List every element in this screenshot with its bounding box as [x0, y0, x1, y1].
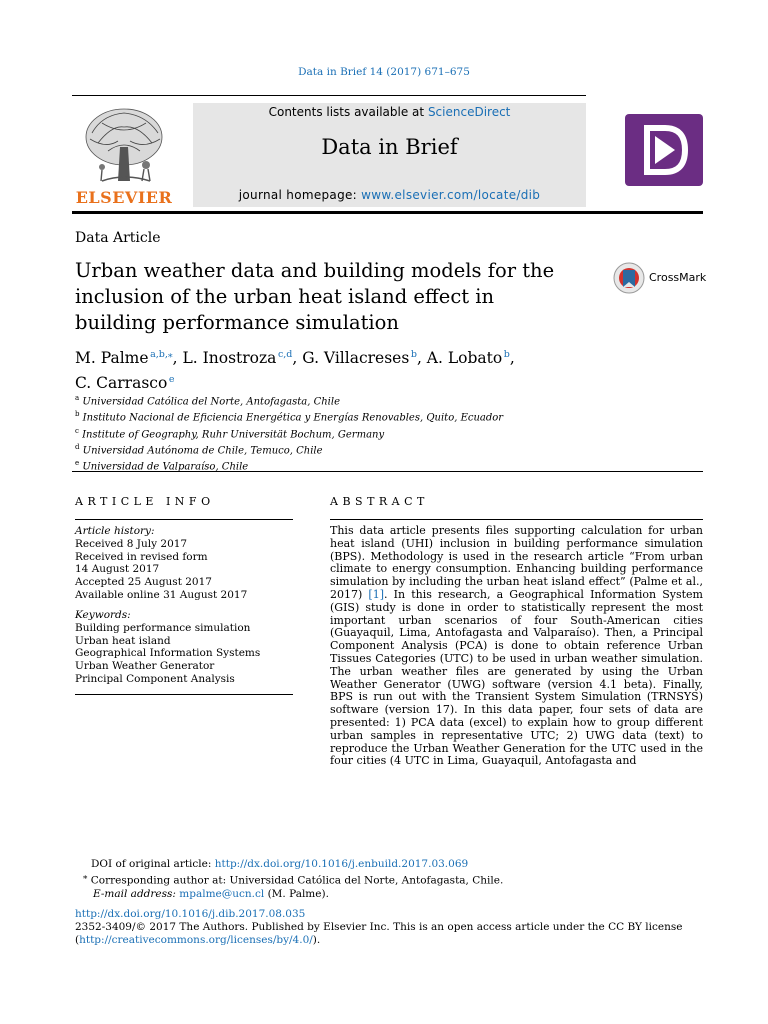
- journal-title: Data in Brief: [321, 135, 458, 159]
- affiliation-mark: c: [75, 426, 79, 435]
- affiliation-text: Universidad de Valparaíso, Chile: [82, 461, 249, 473]
- crossmark-badge[interactable]: [612, 262, 707, 294]
- article-info-bottom-rule: [75, 694, 293, 695]
- journal-masthead: [193, 103, 586, 207]
- contents-line: [193, 105, 586, 119]
- corresponding-text: Corresponding author at: Universidad Católica del Norte, Antofagasta, Chile.: [87, 874, 504, 887]
- license-open: (: [75, 934, 80, 946]
- affiliation-text: Universidad Autónoma de Chile, Temuco, Chile: [82, 445, 323, 457]
- history-item: Received in revised form: [75, 550, 208, 563]
- affiliation-mark: d: [75, 442, 80, 451]
- sciencedirect-link[interactable]: ScienceDirect: [427, 105, 511, 119]
- footnotes: [75, 858, 503, 901]
- homepage-link[interactable]: www.elsevier.com/locate/dib: [361, 188, 541, 202]
- article-doi-link[interactable]: http://dx.doi.org/10.1016/j.dib.2017.08.035: [75, 908, 306, 920]
- history-item: Accepted 25 August 2017: [75, 576, 212, 589]
- keyword: Geographical Information Systems: [75, 647, 261, 660]
- keywords-label: Keywords:: [75, 609, 131, 621]
- elsevier-tree-icon: [72, 103, 176, 187]
- author-affiliation-mark[interactable]: b: [503, 349, 510, 360]
- affiliation-text: Universidad Católica del Norte, Antofagasta, Chile: [82, 396, 340, 408]
- abstract-body: [330, 525, 703, 768]
- author-name: G. Villacreses: [302, 349, 410, 368]
- email-suffix: (M. Palme).: [264, 887, 329, 900]
- email-link[interactable]: mpalme@ucn.cl: [179, 887, 265, 900]
- affiliation: [75, 408, 503, 424]
- affiliation-mark: b: [75, 410, 80, 419]
- keyword: Building performance simulation: [75, 621, 251, 634]
- history-item: 14 August 2017: [75, 563, 160, 576]
- author-affiliation-mark[interactable]: c,d: [277, 349, 293, 360]
- license-link[interactable]: http://creativecommons.org/licenses/by/4.0/: [79, 934, 313, 946]
- history-item: Available online 31 August 2017: [75, 588, 248, 601]
- journal-cover-logo[interactable]: [625, 114, 703, 186]
- elsevier-wordmark: ELSEVIER: [75, 188, 173, 207]
- abstract-text-part: This data article presents files supporting calculation for urban heat island (UHI) inclusion in building performance simulation (BPS). Methodology is used in the research article “From urban climate to energy consumption. Enhancing building performance simulation by including the urban heat island effect” (Palme et al., 2017): [330, 524, 703, 601]
- history-label: Article history:: [75, 525, 155, 537]
- journal-reference[interactable]: Data in Brief 14 (2017) 671–675: [298, 66, 470, 78]
- author-affiliation-mark[interactable]: b: [410, 349, 417, 360]
- article-info-heading: ARTICLE INFO: [75, 495, 215, 508]
- data-in-brief-icon: [625, 114, 703, 186]
- corresponding-star[interactable]: ⁎: [167, 349, 173, 360]
- keywords: [75, 609, 260, 686]
- homepage-prefix: journal homepage:: [238, 188, 362, 202]
- affiliation-mark: a: [75, 394, 80, 402]
- history-item: Received 8 July 2017: [75, 537, 188, 550]
- reference-link[interactable]: [1]: [368, 587, 385, 601]
- author-list: M. Palme $^{a,b,⁎}$, L. Inostroza $^{c,d}$, G. Villacreses $^b$, A. Lobato $^b$, C. Carrasco $^e$: [75, 349, 515, 393]
- elsevier-logo: [72, 103, 176, 207]
- corresponding-footnote: [75, 871, 503, 888]
- article-history: [75, 525, 247, 602]
- author-affiliation-mark[interactable]: a,b,: [150, 349, 168, 360]
- crossmark-label: CrossMark: [649, 271, 707, 284]
- article-title: Urban weather data and building models for the inclusion of the urban heat island effect in building performance simulation: [75, 259, 555, 334]
- doi-license-block: [75, 908, 705, 947]
- affiliation-mark: e: [75, 459, 80, 468]
- affiliation: [75, 425, 503, 441]
- abstract-text-part: . In this research, a Geographical Information System (GIS) study is done in order to statistically represent the most important urban scenarios of four South-American cities (Guayaquil, Lima, Antofagasta and Valparaíso). Then, a Principal Component Analysis (PCA) is done to obtain reference Urban Tissues Categories (UTC) to be used in urban weather simulation. The urban weather files are generated by using the Urban Weather Generator (UWG) software (version 4.1 beta). Finally, BPS is run out with the Transient System Simulation (TRNSYS) software (version 17). In this data paper, four sets of data are presented: 1) PCA data (excel) to explain how to group different urban samples in representative UTC; 2) UWG data (text) to reproduce the Urban Weather Generation for the UTC used in the four cities (4 UTC in Lima, Guayaquil, Antofagasta and: [330, 587, 703, 768]
- license-close: ).: [312, 934, 321, 946]
- article-info-rule: [75, 519, 293, 520]
- author-name: C. Carrasco: [75, 374, 168, 393]
- keyword: Principal Component Analysis: [75, 672, 235, 685]
- affiliation-text: Instituto Nacional de Eficiencia Energética y Energías Renovables, Quito, Ecuador: [82, 412, 504, 424]
- author-name: A. Lobato: [426, 349, 503, 368]
- header-rule: [72, 95, 586, 96]
- affiliation-list: [75, 392, 503, 474]
- original-doi-link[interactable]: http://dx.doi.org/10.1016/j.enbuild.2017.03.069: [214, 858, 469, 870]
- author-name: L. Inostroza: [182, 349, 277, 368]
- email-label: E-mail address:: [93, 887, 180, 900]
- header-thick-rule: [72, 211, 703, 214]
- corresponding-star-mark: ⁎: [83, 872, 88, 882]
- author-affiliation-mark[interactable]: e: [168, 374, 175, 386]
- affiliation: [75, 441, 503, 457]
- keyword: Urban Weather Generator: [75, 660, 215, 673]
- email-footnote: [75, 888, 503, 901]
- doi-original-footnote: [75, 858, 503, 871]
- license-text: 2352-3409/© 2017 The Authors. Published by Elsevier Inc. This is an open access article under the CC BY license: [75, 921, 683, 933]
- abstract-rule: [330, 519, 703, 520]
- section-rule: [72, 471, 703, 472]
- abstract-heading: ABSTRACT: [330, 495, 429, 508]
- author-name: M. Palme: [75, 349, 149, 368]
- doi-label: DOI of original article:: [91, 858, 215, 870]
- license-line: [75, 934, 705, 947]
- keyword: Urban heat island: [75, 634, 171, 647]
- contents-prefix: Contents lists available at: [268, 105, 428, 119]
- homepage-line: [193, 188, 586, 202]
- affiliation: [75, 392, 503, 408]
- affiliation-text: Institute of Geography, Ruhr Universität Bochum, Germany: [82, 428, 385, 440]
- article-type: Data Article: [75, 230, 161, 246]
- crossmark-icon: [612, 262, 646, 294]
